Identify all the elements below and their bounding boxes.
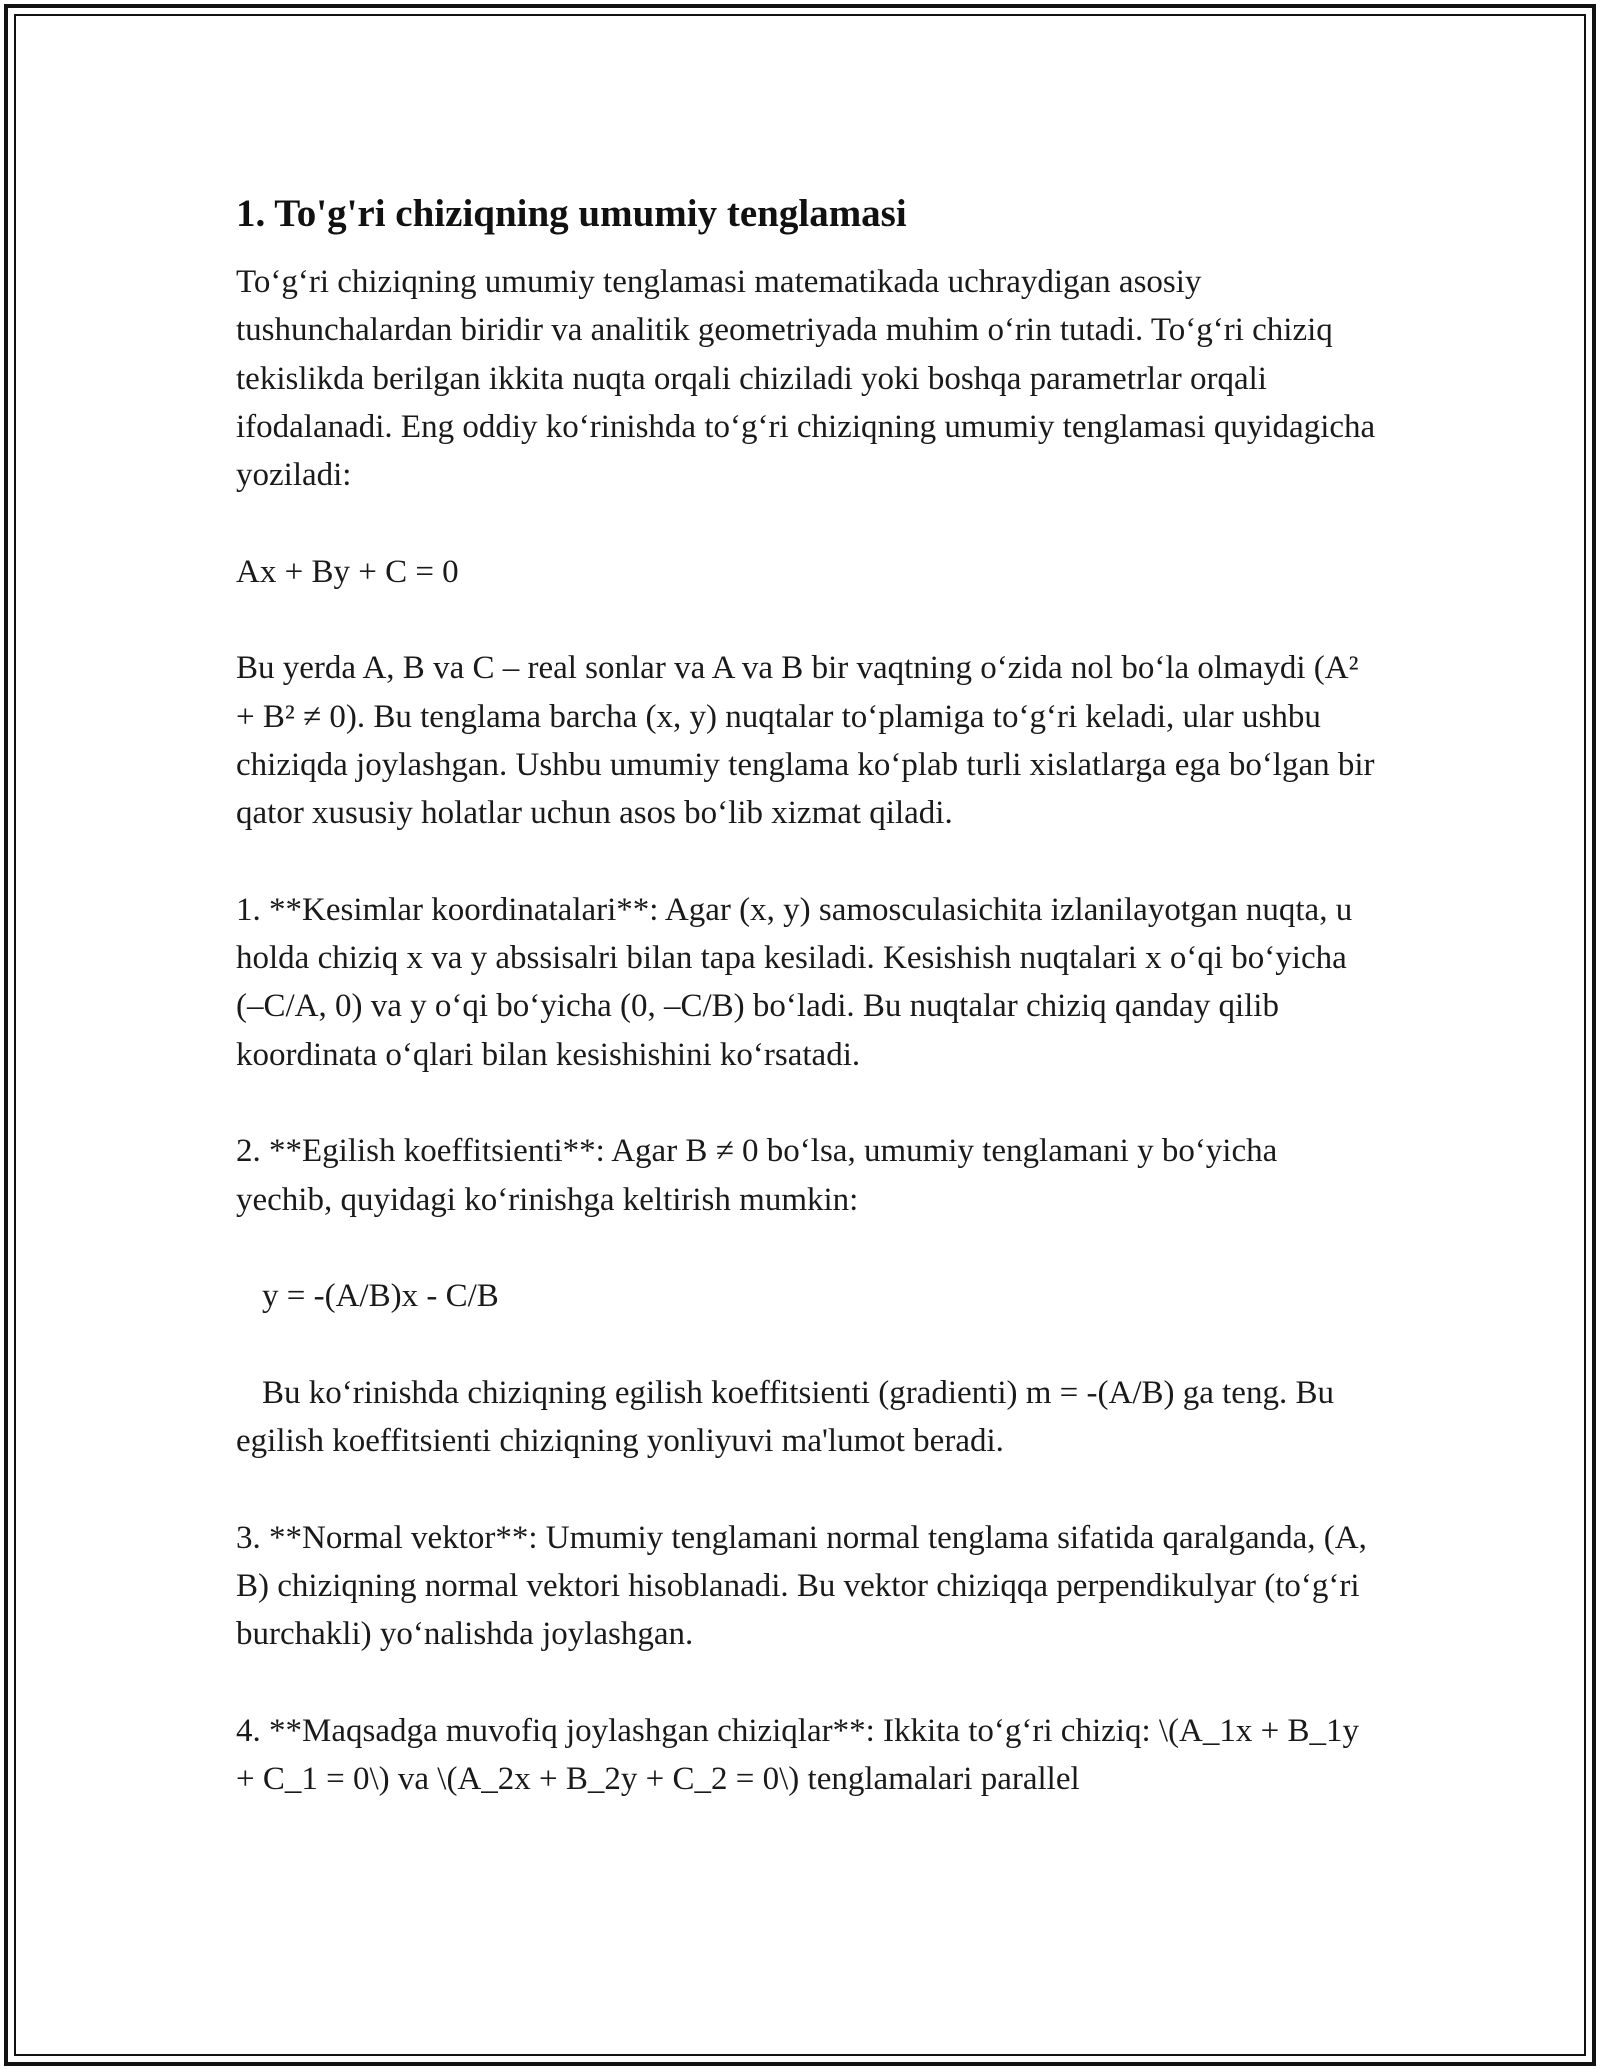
- intro-paragraph: To‘g‘ri chiziqning umumiy tenglamasi matematikada uchraydigan asosiy tushunchalardan biridir va analitik geometriyada muhim o‘rin tutadi. To‘g‘ri chiziq tekislikda berilgan ikkita nuqta orqali chiziladi yoki boshqa parametrlar orqali ifodalanadi. Eng oddiy ko‘rinishda to‘g‘ri chiziqning umumiy tenglamasi quyidagicha yoziladi:: [236, 264, 1376, 494]
- slope-explanation: Bu ko‘rinishda chiziqning egilish koeffitsienti (gradienti) m = -(A/B) ga teng. Bu egilish koeffitsienti chiziqning yonliyuvi ma'lumot beradi.: [236, 1374, 1334, 1460]
- intercepts-item: 1. **Kesimlar koordinatalari**: Agar (x, y) samosculasichita izlanilayotgan nuqta, u holda chiziq x va y abssisalri bilan tapa kesiladi. Kesishish nuqtalari x o‘qi bo‘yicha (–C/A, 0) va y o‘qi bo‘yicha (0, –C/B) bo‘ladi. Bu nuqtalar chiziq qanday qilib koordinata o‘qlari bilan kesishishini ko‘rsatadi.: [236, 891, 1353, 1073]
- general-equation: Ax + By + C = 0: [236, 553, 459, 590]
- normal-vector-item: 3. **Normal vektor**: Umumiy tenglamani normal tenglama sifatida qaralganda, (A, B) chiziqning normal vektori hisoblanadi. Bu vektor chiziqqa perpendikulyar (to‘g‘ri burchakli) yo‘nalishda joylashgan.: [236, 1519, 1367, 1653]
- slope-item: 2. **Egilish koeffitsienti**: Agar B ≠ 0 bo‘lsa, umumiy tenglamani y bo‘yicha yechib, quyidagi ko‘rinishga keltirish mumkin:: [236, 1133, 1278, 1218]
- parallel-lines-item: 4. **Maqsadga muvofiq joylashgan chiziqlar**: Ikkita to‘g‘ri chiziq: \(A_1x + B_1y + C_1 = 0\) va \(A_2x + B_2y + C_2 = 0\) tenglamalari parallel: [236, 1712, 1359, 1798]
- document-body: [236, 186, 1376, 1852]
- slope-equation: y = -(A/B)x - C/B: [262, 1278, 499, 1315]
- section-heading: 1. To'g'ri chiziqning umumiy tenglamasi: [236, 192, 907, 235]
- coefficients-paragraph: Bu yerda A, B va C – real sonlar va A va B bir vaqtning o‘zida nol bo‘la olmaydi (A² + B² ≠ 0). Bu tenglama barcha (x, y) nuqtalar to‘plamiga to‘g‘ri keladi, ular ushbu chiziqda joylashgan. Ushbu umumiy tenglama ko‘plab turli xislatlarga ega bo‘lgan bir qator xususiy holatlar uchun asos bo‘lib xizmat qiladi.: [236, 650, 1375, 832]
